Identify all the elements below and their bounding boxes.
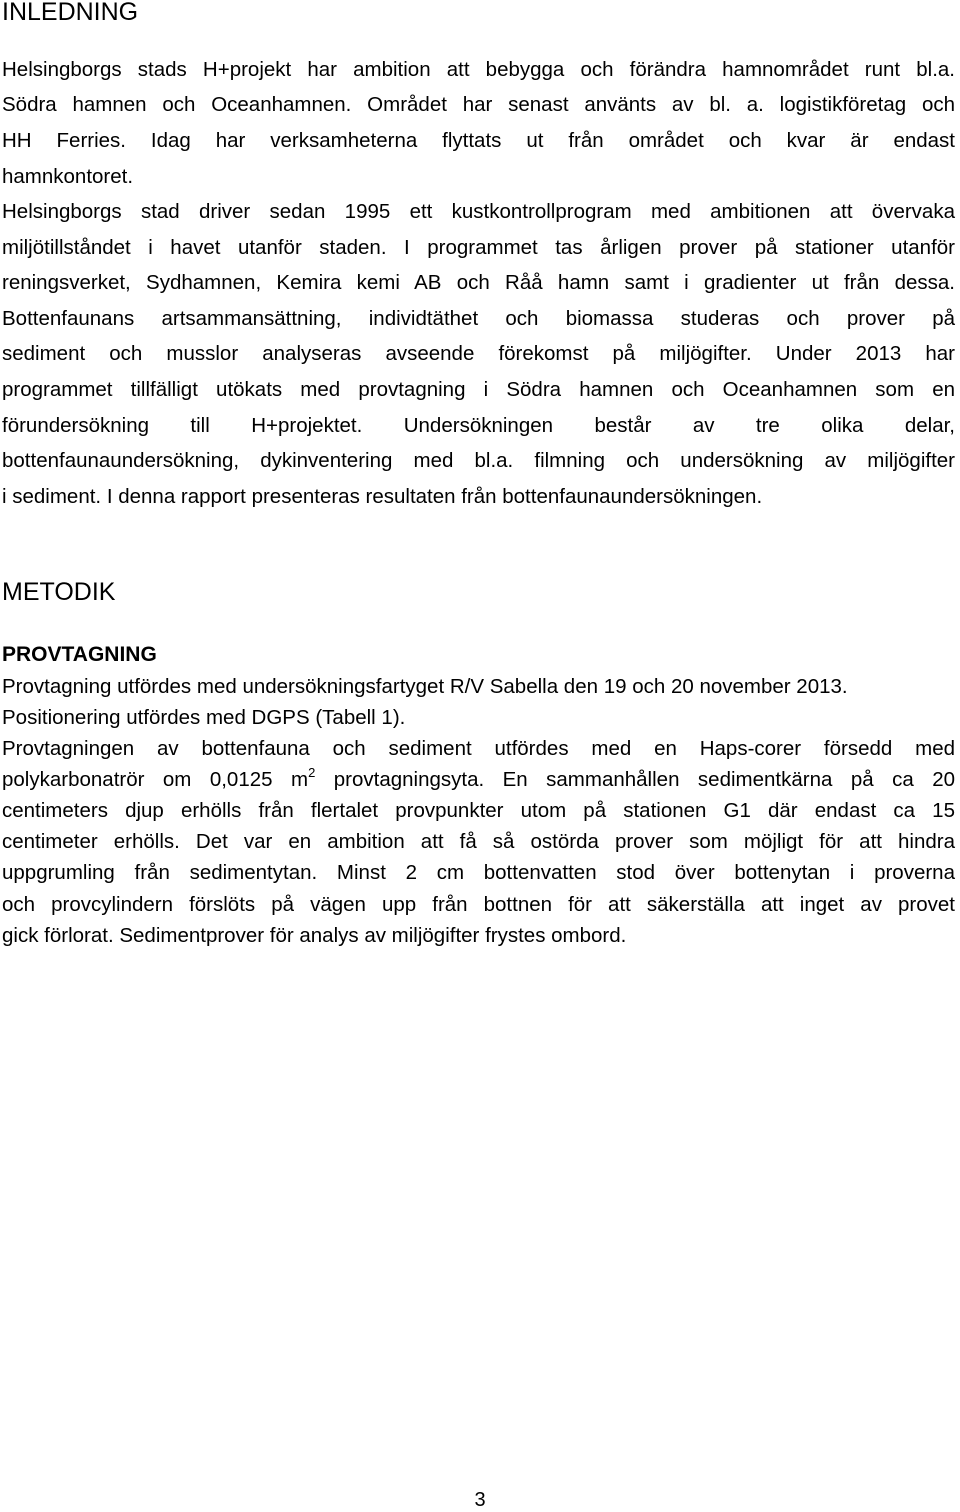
intro-line: sediment och musslor analyseras avseende förekomst på miljögifter. Under 2013 har [2,342,955,365]
sampling-subheading: PROVTAGNING [2,643,157,666]
intro-line: Helsingborgs stads H+projekt har ambition att bebygga och förändra hamnområdet runt bl.a. [2,58,955,81]
area-text-before: polykarbonatrör om 0,0125 m [2,768,309,791]
method-line: centimeters djup erhölls från flertalet provpunkter utom på stationen G1 där endast ca 15 [2,799,955,822]
intro-line: Bottenfaunans artsammansättning, individtäthet och biomassa studeras och prover på [2,307,955,330]
intro-line: HH Ferries. Idag har verksamheterna flyttats ut från området och kvar är endast [2,129,955,152]
intro-line: i sediment. I denna rapport presenteras resultaten från bottenfaunaundersökningen. [2,485,763,508]
method-line: gick förlorat. Sedimentprover för analys av miljögifter frystes ombord. [2,924,627,947]
intro-line: reningsverket, Sydhamnen, Kemira kemi AB och Råå hamn samt i gradienter ut från dessa. [2,271,955,294]
intro-line: Södra hamnen och Oceanhamnen. Området har senast använts av bl. a. logistikföretag och [2,93,955,116]
page-number: 3 [474,1489,486,1511]
method-line: Provtagningen av bottenfauna och sediment utfördes med en Haps-corer försedd med [2,737,955,760]
method-line: uppgrumling från sedimentytan. Minst 2 cm bottenvatten stod över bottenytan i proverna [2,861,955,884]
method-line: Positionering utfördes med DGPS (Tabell 1). [2,706,406,729]
intro-line: hamnkontoret. [2,165,134,188]
intro-line: bottenfaunaundersökning, dykinventering med bl.a. filmning och undersökning av miljögifter [2,449,955,472]
intro-line: förundersökning till H+projektet. Undersökningen består av tre olika delar, [2,414,955,437]
method-heading: METODIK [2,578,116,606]
intro-line: programmet tillfälligt utökats med provtagning i Södra hamnen och Oceanhamnen som en [2,378,955,401]
method-line: centimeter erhölls. Det var en ambition att få så ostörda prover som möjligt för att hindra [2,830,955,853]
intro-line: Helsingborgs stad driver sedan 1995 ett kustkontrollprogram med ambitionen att övervaka [2,200,955,223]
method-line: och provcylindern förslöts på vägen upp från bottnen för att säkerställa att inget av provet [2,893,955,916]
method-line-area [2,766,955,794]
area-text-after: provtagningsyta. En sammanhållen sedimentkärna på ca 20 [315,768,955,791]
intro-line: miljötillståndet i havet utanför staden. I programmet tas årligen prover på stationer utanför [2,236,955,259]
method-line: Provtagning utfördes med undersökningsfartyget R/V Sabella den 19 och 20 november 2013. [2,675,848,698]
area-superscript: 2 [308,765,316,780]
intro-heading: INLEDNING [2,0,139,26]
